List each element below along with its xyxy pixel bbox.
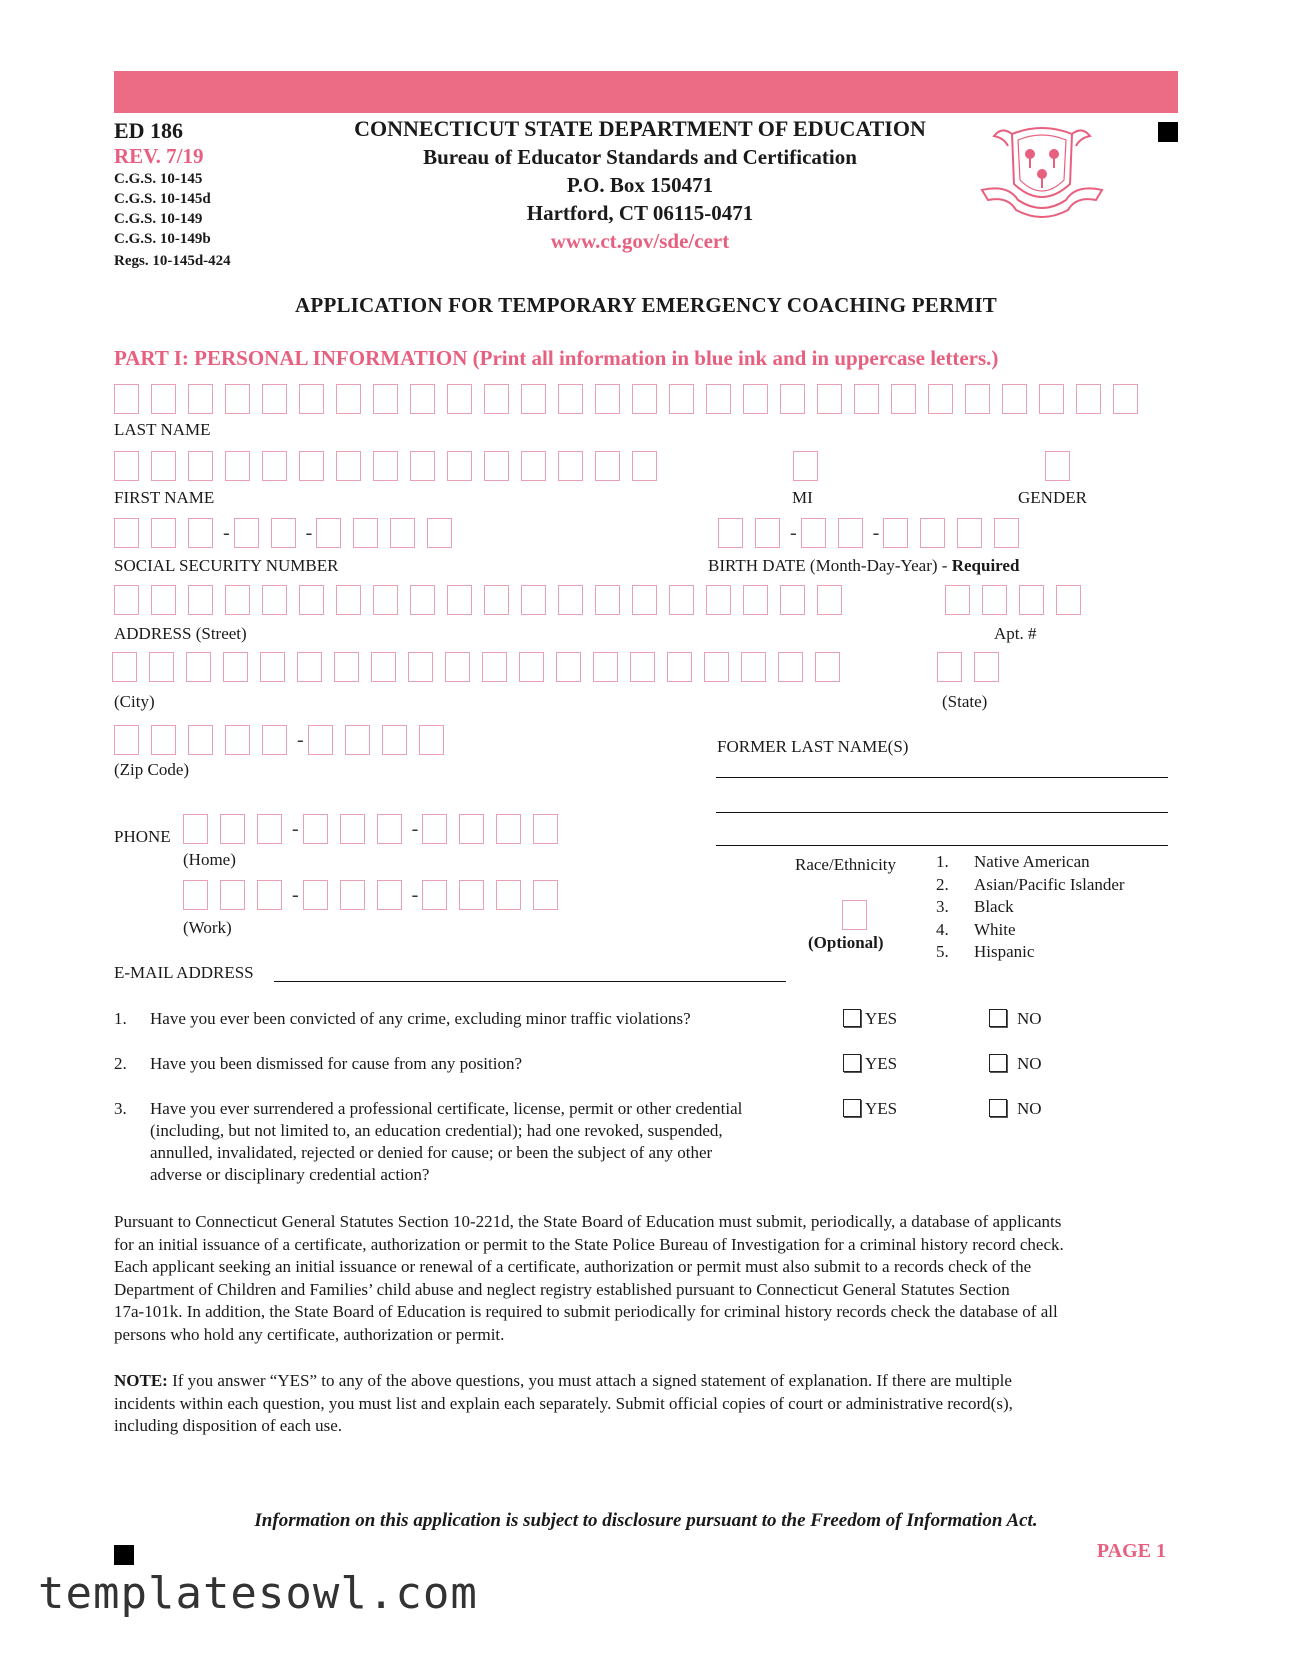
state-boxes[interactable] [937, 652, 1011, 682]
character-box[interactable] [419, 725, 444, 755]
mi-label: MI [792, 488, 813, 507]
character-box[interactable] [299, 384, 324, 414]
character-box[interactable] [151, 384, 176, 414]
first-name-label: FIRST NAME [114, 488, 215, 507]
character-box[interactable] [706, 585, 731, 615]
character-box[interactable] [755, 518, 780, 548]
checkbox-icon[interactable] [989, 1099, 1007, 1117]
character-box[interactable] [377, 814, 402, 844]
character-box[interactable] [303, 814, 328, 844]
character-box[interactable] [377, 880, 402, 910]
former-name-line[interactable] [716, 845, 1168, 846]
character-box[interactable] [336, 451, 361, 481]
separator-dash: - [411, 817, 419, 840]
character-box[interactable] [345, 725, 370, 755]
separator-dash: - [223, 521, 230, 544]
website-link[interactable]: www.ct.gov/sde/cert [550, 229, 730, 253]
state-label: (State) [942, 692, 988, 711]
city-state: Hartford, CT 06115-0471 [526, 201, 754, 225]
character-box[interactable] [151, 585, 176, 615]
email-line[interactable] [274, 981, 786, 982]
list-item: 2. Asian/Pacific Islander [936, 874, 1125, 894]
gender-label: GENDER [1018, 488, 1087, 507]
zip-code-boxes[interactable] [114, 725, 456, 755]
character-box[interactable] [484, 384, 509, 414]
character-box[interactable] [260, 652, 285, 682]
character-box[interactable] [595, 384, 620, 414]
character-box[interactable] [427, 518, 452, 548]
middle-initial-box[interactable] [793, 451, 830, 481]
character-box[interactable] [422, 814, 447, 844]
character-box[interactable] [112, 652, 137, 682]
character-box[interactable] [410, 585, 435, 615]
separator-dash: - [305, 521, 313, 544]
character-box[interactable] [533, 880, 558, 910]
checkbox-icon[interactable] [989, 1009, 1007, 1027]
list-item: 1. Native American [936, 852, 1090, 871]
note-label: NOTE: [114, 1371, 168, 1390]
required-flag: Required [951, 556, 1020, 575]
ssn-boxes[interactable] [114, 518, 464, 548]
character-box[interactable] [521, 384, 546, 414]
character-box[interactable] [854, 384, 879, 414]
character-box[interactable] [669, 585, 694, 615]
character-box[interactable] [974, 652, 999, 682]
character-box[interactable] [262, 725, 287, 755]
character-box[interactable] [299, 585, 324, 615]
character-box[interactable] [410, 451, 435, 481]
apt-label: Apt. # [994, 624, 1037, 643]
character-box[interactable] [336, 585, 361, 615]
character-box[interactable] [114, 451, 139, 481]
agency-block [330, 115, 950, 255]
character-box[interactable] [382, 725, 407, 755]
character-box[interactable] [484, 451, 509, 481]
character-box[interactable] [390, 518, 415, 548]
address-street-label: ADDRESS (Street) [114, 624, 247, 643]
character-box[interactable] [593, 652, 618, 682]
home-phone-boxes[interactable] [183, 814, 570, 844]
character-box[interactable] [220, 880, 245, 910]
former-name-line[interactable] [716, 812, 1168, 813]
header-color-band [114, 71, 1178, 113]
watermark: templatesowl.com [38, 1568, 478, 1619]
statute-ref: C.G.S. 10-149 [114, 211, 203, 227]
character-box[interactable] [151, 451, 176, 481]
checkbox-icon[interactable] [843, 1099, 861, 1117]
bureau-name: Bureau of Educator Standards and Certification [423, 145, 857, 169]
character-box[interactable] [928, 384, 953, 414]
character-box[interactable] [225, 725, 250, 755]
character-box[interactable] [353, 518, 378, 548]
character-box[interactable] [1056, 585, 1081, 615]
department-name: CONNECTICUT STATE DEPARTMENT OF EDUCATION [354, 116, 926, 141]
character-box[interactable] [149, 652, 174, 682]
character-box[interactable] [883, 518, 908, 548]
character-box[interactable] [188, 725, 213, 755]
form-identifiers [114, 118, 231, 271]
foi-notice: Information on this application is subject to disclosure pursuant to the Freedom of Information Act. [254, 1510, 1038, 1531]
character-box[interactable] [445, 652, 470, 682]
statute-paragraph: Pursuant to Connecticut General Statutes Section 10-221d, the State Board of Education must submit, periodically, a database of applicants for an initial issuance of a certificate, authorization or permit to the State Police Bureau of Investigation for a criminal history record check. Each applicant seeking an initial issuance or renewal of a certificate, authorization or permit must also submit to a records check of the Department of Children and Families’ child abuse and neglect registry established pursuant to Connecticut General Statutes Section 17a-101k. In addition, the State Board of Education is required to submit periodically for criminal history records check the database of all persons who hold any certificate, authorization or permit. [114, 1212, 1064, 1344]
q2-yes-option[interactable]: YES [843, 1053, 897, 1075]
character-box[interactable] [373, 451, 398, 481]
character-box[interactable] [484, 585, 509, 615]
character-box[interactable] [704, 652, 729, 682]
last-name-label: LAST NAME [114, 420, 211, 439]
character-box[interactable] [1019, 585, 1044, 615]
character-box[interactable] [982, 585, 1007, 615]
statute-ref: Regs. 10-145d-424 [114, 253, 231, 269]
page-number: PAGE 1 [1096, 1540, 1166, 1562]
revision: REV. 7/19 [114, 144, 204, 168]
birth-date-boxes[interactable] [718, 518, 1031, 548]
apt-boxes[interactable] [945, 585, 1093, 615]
character-box[interactable] [815, 652, 840, 682]
character-box[interactable] [667, 652, 692, 682]
character-box[interactable] [496, 880, 521, 910]
character-box[interactable] [303, 880, 328, 910]
character-box[interactable] [297, 652, 322, 682]
checkbox-icon[interactable] [843, 1054, 861, 1072]
work-phone-boxes[interactable] [183, 880, 570, 910]
checkbox-icon[interactable] [989, 1054, 1007, 1072]
character-box[interactable] [186, 652, 211, 682]
character-box[interactable] [373, 384, 398, 414]
character-box[interactable] [114, 384, 139, 414]
character-box[interactable] [183, 814, 208, 844]
last-name-boxes[interactable] [114, 384, 1150, 414]
character-box[interactable] [817, 585, 842, 615]
character-box[interactable] [965, 384, 990, 414]
character-box[interactable] [234, 518, 259, 548]
character-box[interactable] [994, 518, 1019, 548]
character-box[interactable] [632, 384, 657, 414]
character-box[interactable] [741, 652, 766, 682]
list-item: 3. Black [936, 897, 1014, 916]
character-box[interactable] [1113, 384, 1138, 414]
former-last-names-label: FORMER LAST NAME(S) [717, 737, 909, 756]
character-box[interactable] [410, 384, 435, 414]
character-box[interactable] [271, 518, 296, 548]
ssn-label: SOCIAL SECURITY NUMBER [114, 556, 339, 575]
character-box[interactable] [937, 652, 962, 682]
race-ethnicity-box[interactable] [842, 900, 879, 930]
character-box[interactable] [595, 451, 620, 481]
gender-box[interactable] [1045, 451, 1082, 481]
q1-no-option[interactable]: NO [989, 1008, 1042, 1030]
character-box[interactable] [632, 451, 657, 481]
character-box[interactable] [780, 384, 805, 414]
question-2: 2. Have you been dismissed for cause from any position? [114, 1054, 523, 1073]
checkbox-icon[interactable] [843, 1009, 861, 1027]
character-box[interactable] [340, 880, 365, 910]
character-box[interactable] [220, 814, 245, 844]
character-box[interactable] [521, 451, 546, 481]
character-box[interactable] [558, 384, 583, 414]
separator-dash: - [411, 883, 419, 906]
character-box[interactable] [706, 384, 731, 414]
q2-no-option[interactable]: NO [989, 1053, 1042, 1075]
statute-ref: C.G.S. 10-145d [114, 191, 211, 207]
character-box[interactable] [151, 518, 176, 548]
character-box[interactable] [225, 451, 250, 481]
form-code: ED 186 [114, 118, 184, 143]
character-box[interactable] [188, 384, 213, 414]
statute-ref: C.G.S. 10-149b [114, 231, 211, 247]
character-box[interactable] [778, 652, 803, 682]
character-box[interactable] [188, 451, 213, 481]
city-boxes[interactable] [112, 652, 852, 682]
character-box[interactable] [891, 384, 916, 414]
character-box[interactable] [558, 451, 583, 481]
character-box[interactable] [459, 880, 484, 910]
registration-mark [1158, 122, 1178, 142]
character-box[interactable] [780, 585, 805, 615]
email-label: E-MAIL ADDRESS [114, 963, 254, 982]
character-box[interactable] [422, 880, 447, 910]
character-box[interactable] [920, 518, 945, 548]
character-box[interactable] [183, 880, 208, 910]
registration-mark [114, 1545, 134, 1565]
separator-dash: - [292, 817, 299, 840]
character-box[interactable] [308, 725, 333, 755]
character-box[interactable] [793, 451, 818, 481]
separator-dash: - [872, 521, 880, 544]
character-box[interactable] [558, 585, 583, 615]
character-box[interactable] [114, 725, 139, 755]
address-street-boxes[interactable] [114, 585, 854, 615]
character-box[interactable] [482, 652, 507, 682]
separator-dash: - [292, 883, 299, 906]
character-box[interactable] [743, 384, 768, 414]
character-box[interactable] [408, 652, 433, 682]
character-box[interactable] [519, 652, 544, 682]
birth-date-label: BIRTH DATE (Month-Day-Year) - Required [708, 556, 1020, 575]
character-box[interactable] [630, 652, 655, 682]
list-item: 5. Hispanic [936, 942, 1035, 961]
list-item: 4. White [936, 919, 1016, 939]
character-box[interactable] [316, 518, 341, 548]
statute-ref: C.G.S. 10-145 [114, 171, 203, 187]
separator-dash: - [790, 521, 797, 544]
first-name-boxes[interactable] [114, 451, 669, 481]
character-box[interactable] [262, 585, 287, 615]
character-box[interactable] [334, 652, 359, 682]
city-label: (City) [114, 692, 155, 711]
part1-heading: PART I: PERSONAL INFORMATION (Print all information in blue ink and in uppercase letters.) [114, 346, 999, 370]
character-box[interactable] [373, 585, 398, 615]
q3-no-option[interactable]: NO [989, 1098, 1042, 1120]
character-box[interactable] [114, 518, 139, 548]
character-box[interactable] [257, 814, 282, 844]
character-box[interactable] [188, 518, 213, 548]
character-box[interactable] [496, 814, 521, 844]
note-paragraph: NOTE: If you answer “YES” to any of the above questions, you must attach a signed statement of explanation. If there are multiple incidents within each question, you must list and explain each separately. Submit official copies of court or administrative record(s), including disposition of each use. [114, 1371, 1013, 1435]
character-box[interactable] [1039, 384, 1064, 414]
character-box[interactable] [299, 451, 324, 481]
race-options-list [936, 851, 1125, 964]
character-box[interactable] [718, 518, 743, 548]
po-box: P.O. Box 150471 [566, 173, 714, 197]
state-seal-icon [978, 120, 1106, 228]
race-ethnicity-label: Race/Ethnicity [795, 855, 897, 874]
character-box[interactable] [151, 725, 176, 755]
q3-yes-option[interactable]: YES [843, 1098, 897, 1120]
character-box[interactable] [533, 814, 558, 844]
character-box[interactable] [669, 384, 694, 414]
work-phone-label: (Work) [183, 918, 232, 937]
zip-code-label: (Zip Code) [114, 760, 190, 779]
character-box[interactable] [257, 880, 282, 910]
former-name-line[interactable] [716, 777, 1168, 778]
character-box[interactable] [188, 585, 213, 615]
character-box[interactable] [340, 814, 365, 844]
character-box[interactable] [743, 585, 768, 615]
character-box[interactable] [447, 384, 472, 414]
character-box[interactable] [225, 384, 250, 414]
character-box[interactable] [556, 652, 581, 682]
character-box[interactable] [459, 814, 484, 844]
character-box[interactable] [945, 585, 970, 615]
question-1: 1. Have you ever been convicted of any crime, excluding minor traffic violations? [114, 1009, 691, 1028]
optional-label: (Optional) [808, 933, 884, 952]
q1-yes-option[interactable]: YES [843, 1008, 897, 1030]
character-box[interactable] [225, 585, 250, 615]
character-box[interactable] [838, 518, 863, 548]
question-3: 3. Have you ever surrendered a professional certificate, license, permit or other credential (including, but not limited to, an education credential); had one revoked, suspended, annulled, invalidated, rejected or denied for cause; or been the subject of any other adverse or disciplinary credential action? [114, 1099, 743, 1184]
character-box[interactable] [223, 652, 248, 682]
character-box[interactable] [632, 585, 657, 615]
character-box[interactable] [521, 585, 546, 615]
character-box[interactable] [262, 451, 287, 481]
character-box[interactable] [842, 900, 867, 930]
phone-label: PHONE [114, 827, 171, 846]
character-box[interactable] [1045, 451, 1070, 481]
character-box[interactable] [817, 384, 842, 414]
character-box[interactable] [801, 518, 826, 548]
character-box[interactable] [336, 384, 361, 414]
character-box[interactable] [1002, 384, 1027, 414]
home-phone-label: (Home) [183, 850, 236, 869]
character-box[interactable] [114, 585, 139, 615]
separator-dash: - [297, 728, 304, 751]
character-box[interactable] [1076, 384, 1101, 414]
character-box[interactable] [595, 585, 620, 615]
character-box[interactable] [957, 518, 982, 548]
form-title: APPLICATION FOR TEMPORARY EMERGENCY COACHING PERMIT [295, 293, 997, 317]
character-box[interactable] [447, 585, 472, 615]
character-box[interactable] [371, 652, 396, 682]
character-box[interactable] [262, 384, 287, 414]
character-box[interactable] [447, 451, 472, 481]
